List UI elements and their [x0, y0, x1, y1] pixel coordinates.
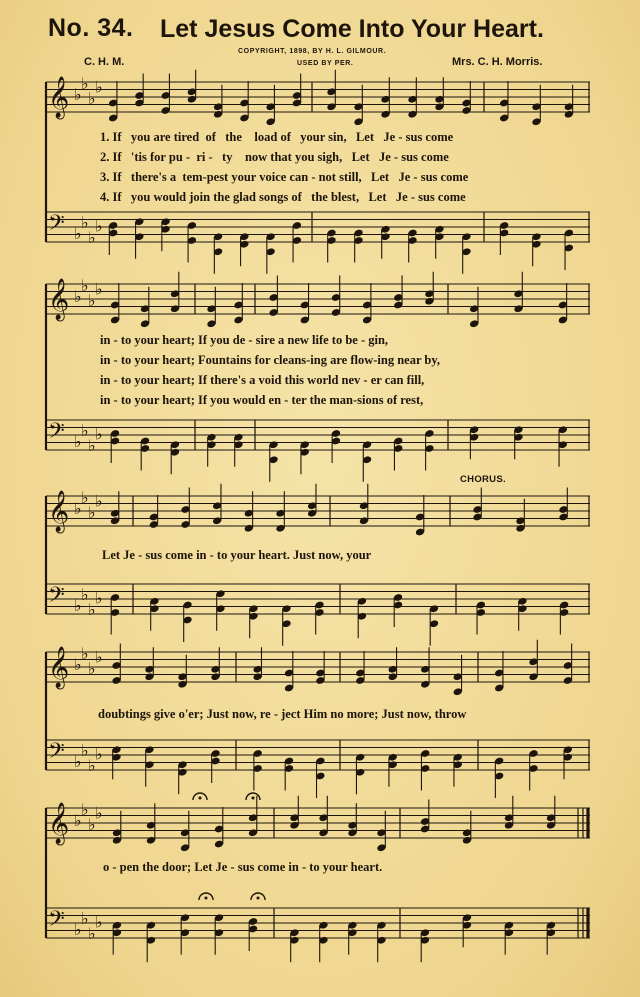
verse-2-line-b: in - to your heart; Fountains for cleans-ing are flow-ing near by,: [100, 353, 441, 367]
flat-sign: ♭: [88, 88, 96, 108]
verse-1-line-b: in - to your heart; If you de - sire a new life to be - gin,: [100, 333, 389, 347]
chorus-line-3: o - pen the door; Let Je - sus come in - to your heart.: [103, 860, 383, 874]
flat-sign: ♭: [81, 740, 89, 760]
flat-sign: ♭: [81, 212, 89, 232]
bass-clef: 𝄢: [48, 907, 65, 937]
flat-sign: ♭: [81, 908, 89, 928]
fermata-dot: [252, 797, 255, 800]
composer-credit: C. H. M.: [84, 56, 125, 68]
flat-sign: ♭: [81, 584, 89, 604]
verse-4-line-b: in - to your heart; If you would en - ter the man-sions of rest,: [100, 393, 424, 407]
bass-clef: 𝄢: [48, 419, 65, 449]
chorus-line-2: doubtings give o'er; Just now, re - ject Him no more; Just now, throw: [98, 707, 467, 721]
flat-sign: ♭: [95, 77, 103, 97]
flat-sign: ♭: [74, 85, 82, 104]
chorus-line-1: Let Je - sus come in - to your heart. Just now, your: [102, 548, 372, 562]
treble-clef: 𝄞: [48, 279, 70, 320]
treble-clef: 𝄞: [48, 77, 70, 118]
flat-sign: ♭: [81, 643, 89, 663]
bass-clef: 𝄢: [48, 739, 65, 769]
verse-1-line-a: 1. If you are tired of the load of your sin, Let Je - sus come: [100, 130, 454, 144]
fermata-dot: [199, 797, 202, 800]
used-by-permission: USED BY PER.: [297, 60, 354, 67]
treble-clef: 𝄞: [48, 803, 70, 844]
flat-sign: ♭: [88, 599, 96, 619]
flat-sign: ♭: [88, 923, 96, 943]
verse-3-line-a: 3. If there's a tem-pest your voice can - not still, Let Je - sus come: [100, 170, 469, 184]
flat-sign: ♭: [95, 803, 103, 823]
flat-sign: ♭: [74, 287, 82, 306]
copyright-notice: COPYRIGHT, 1898, BY H. L. GILMOUR.: [238, 48, 387, 55]
hymn-number: No. 34.: [48, 14, 134, 42]
flat-sign: ♭: [95, 424, 103, 444]
treble-clef: 𝄞: [48, 647, 70, 688]
bass-clef: 𝄢: [48, 583, 65, 613]
flat-sign: ♭: [81, 275, 89, 295]
flat-sign: ♭: [81, 799, 89, 819]
bass-clef: 𝄢: [48, 211, 65, 241]
flat-sign: ♭: [74, 432, 82, 451]
flat-sign: ♭: [74, 920, 82, 939]
flat-sign: ♭: [88, 755, 96, 775]
flat-sign: ♭: [81, 73, 89, 93]
flat-sign: ♭: [74, 596, 82, 615]
flat-sign: ♭: [81, 420, 89, 440]
flat-sign: ♭: [74, 499, 82, 518]
verse-2-line-a: 2. If 'tis for pu - ri - ty now that you sigh, Let Je - sus come: [100, 150, 449, 164]
hymn-title: Let Jesus Come Into Your Heart.: [160, 15, 544, 43]
flat-sign: ♭: [74, 752, 82, 771]
flat-sign: ♭: [74, 811, 82, 830]
flat-sign: ♭: [95, 588, 103, 608]
verse-3-line-b: in - to your heart; If there's a void this world nev - er can fill,: [100, 373, 425, 387]
flat-sign: ♭: [88, 435, 96, 455]
flat-sign: ♭: [88, 227, 96, 247]
flat-sign: ♭: [88, 502, 96, 522]
flat-sign: ♭: [74, 224, 82, 243]
flat-sign: ♭: [95, 491, 103, 511]
flat-sign: ♭: [88, 658, 96, 678]
fermata-dot: [257, 897, 260, 900]
flat-sign: ♭: [95, 216, 103, 236]
flat-sign: ♭: [95, 647, 103, 667]
flat-sign: ♭: [81, 487, 89, 507]
verse-4-line-a: 4. If you would join the glad songs of the blest, Let Je - sus come: [100, 190, 466, 204]
flat-sign: ♭: [88, 290, 96, 310]
flat-sign: ♭: [74, 655, 82, 674]
flat-sign: ♭: [95, 912, 103, 932]
flat-sign: ♭: [88, 814, 96, 834]
treble-clef: 𝄞: [48, 491, 70, 532]
author-credit: Mrs. C. H. Morris.: [452, 56, 543, 68]
chorus-label: CHORUS.: [460, 474, 506, 485]
flat-sign: ♭: [95, 744, 103, 764]
flat-sign: ♭: [95, 279, 103, 299]
fermata-dot: [205, 897, 208, 900]
